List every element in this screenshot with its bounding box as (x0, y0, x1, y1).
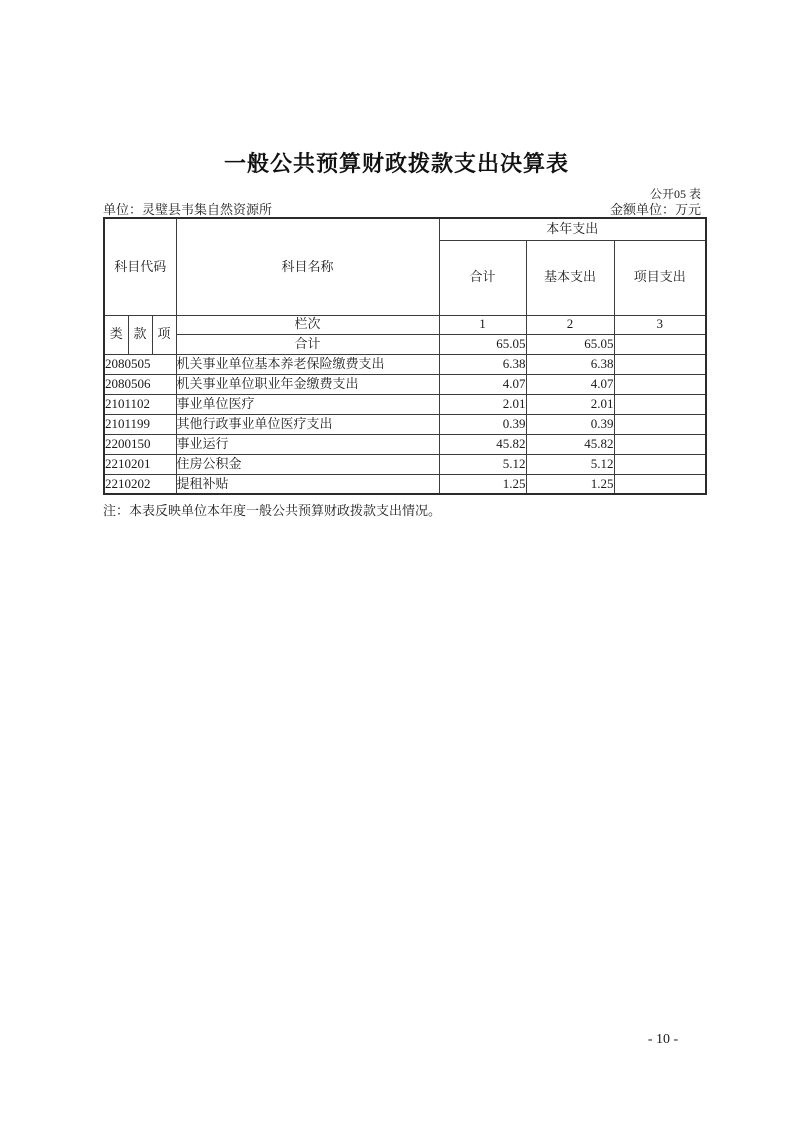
column-label-cell: 栏次 (176, 315, 439, 334)
grand-total-row (104, 334, 706, 354)
row-basic: 0.39 (526, 414, 614, 434)
total-row-basic: 65.05 (526, 334, 614, 354)
column-index-row (104, 315, 706, 334)
row-name: 机关事业单位职业年金缴费支出 (176, 374, 439, 394)
table-row (104, 474, 706, 494)
row-name: 提租补贴 (176, 474, 439, 494)
row-name: 住房公积金 (176, 454, 439, 474)
row-code: 2101199 (104, 414, 176, 434)
row-name: 机关事业单位基本养老保险缴费支出 (176, 354, 439, 374)
header-class: 类 (104, 315, 128, 354)
row-basic: 45.82 (526, 434, 614, 454)
column-number-1: 1 (439, 315, 526, 334)
header-current-year-expenditure: 本年支出 (439, 218, 706, 240)
total-row-project (614, 334, 706, 354)
row-project (614, 474, 706, 494)
total-row-total: 65.05 (439, 334, 526, 354)
row-project (614, 414, 706, 434)
row-total: 5.12 (439, 454, 526, 474)
amount-unit-label: 金额单位：万元 (609, 202, 701, 217)
row-basic: 4.07 (526, 374, 614, 394)
row-basic: 1.25 (526, 474, 614, 494)
table-row (104, 454, 706, 474)
header-basic-expenditure: 基本支出 (526, 240, 614, 315)
row-code: 2080505 (104, 354, 176, 374)
row-basic: 6.38 (526, 354, 614, 374)
row-project (614, 454, 706, 474)
row-code: 2210201 (104, 454, 176, 474)
column-number-2: 2 (526, 315, 614, 334)
header-total: 合计 (439, 240, 526, 315)
row-name: 其他行政事业单位医疗支出 (176, 414, 439, 434)
row-basic: 5.12 (526, 454, 614, 474)
row-total: 0.39 (439, 414, 526, 434)
row-code: 2080506 (104, 374, 176, 394)
total-row-label: 合计 (176, 334, 439, 354)
header-subject-name: 科目名称 (176, 218, 439, 315)
page-number: - 10 - (647, 1032, 679, 1047)
row-name: 事业运行 (176, 434, 439, 454)
table-row (104, 374, 706, 394)
row-total: 6.38 (439, 354, 526, 374)
header-item: 项 (152, 315, 176, 354)
row-total: 2.01 (439, 394, 526, 414)
row-code: 2200150 (104, 434, 176, 454)
row-total: 1.25 (439, 474, 526, 494)
row-project (614, 394, 706, 414)
table-row (104, 354, 706, 374)
expenditure-table (103, 217, 707, 495)
row-code: 2210202 (104, 474, 176, 494)
row-total: 4.07 (439, 374, 526, 394)
table-header-row-1 (104, 218, 706, 240)
row-project (614, 434, 706, 454)
row-total: 45.82 (439, 434, 526, 454)
table-row (104, 434, 706, 454)
header-project-expenditure: 项目支出 (614, 240, 706, 315)
row-project (614, 354, 706, 374)
table-note: 注：本表反映单位本年度一般公共预算财政拨款支出情况。 (103, 503, 442, 518)
unit-info-row (103, 199, 701, 218)
table-row (104, 394, 706, 414)
row-name: 事业单位医疗 (176, 394, 439, 414)
header-subject-code: 科目代码 (104, 218, 176, 315)
unit-name-label: 单位：灵璧县韦集自然资源所 (103, 202, 273, 217)
table-row (104, 414, 706, 434)
page-title: 一般公共预算财政拨款支出决算表 (223, 151, 569, 176)
table-number-label: 公开05 表 (649, 187, 701, 201)
row-basic: 2.01 (526, 394, 614, 414)
header-section: 款 (128, 315, 152, 354)
column-number-3: 3 (614, 315, 706, 334)
row-code: 2101102 (104, 394, 176, 414)
row-project (614, 374, 706, 394)
